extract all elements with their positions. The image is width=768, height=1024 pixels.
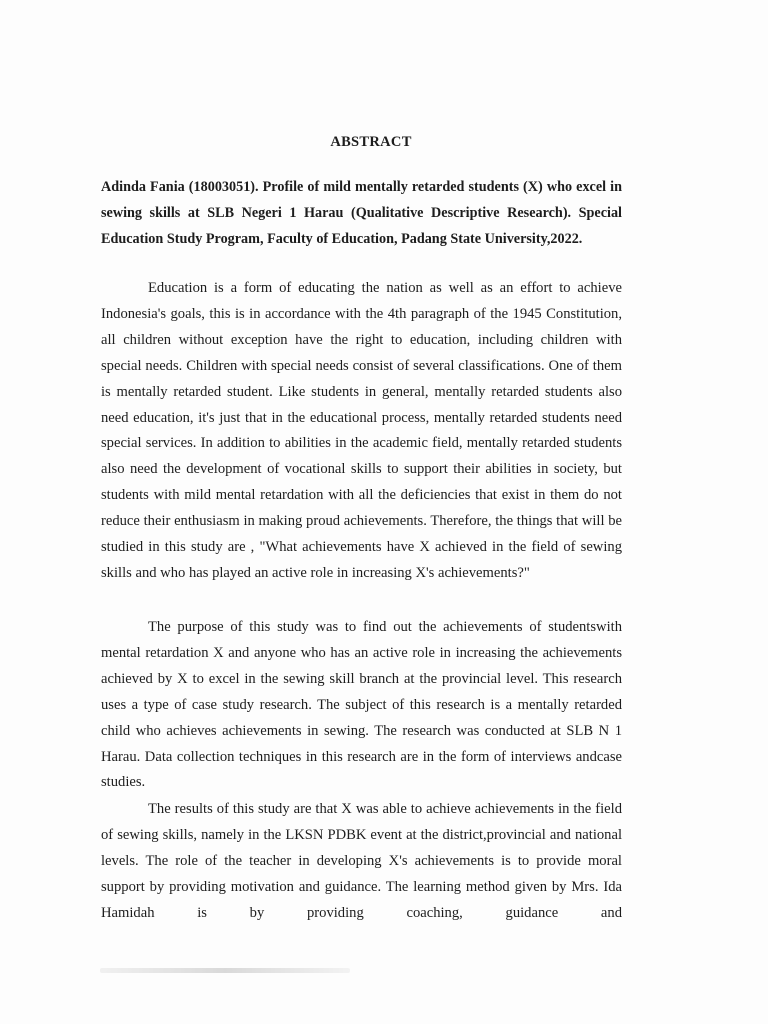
paragraph-1: Education is a form of educating the nation as well as an effort to achieve Indonesia's goals, this is in accordance with the 4th paragraph of the 1945 Constitution, all children without exception have the right to education, including children with special needs. Children with special needs consist of several classifications. One of them is mentally retarded student. Like students in general, mentally retarded students also need education, it's just that in the educational process, mentally retarded students need special services. In addition to abilities in the academic field, mentally retarded students also need the development of vocational skills to support their abilities in society, but students with mild mental retardation with all the deficiencies that exist in them do not reduce their enthusiasm in making proud achievements. Therefore, the things that will be studied in this study are , "What achievements have X achieved in the field of sewing skills and who has played an active role in increasing X's achievements?" <box>101 280 622 581</box>
paragraph-2: The purpose of this study was to find out the achievements of studentswith mental retardation X and anyone who has an active role in increasing the achievements achieved by X to excel in the sewing skill branch at the provincial level. This research uses a type of case study research. The subject of this research is a mentally retarded child who achieves achievements in sewing. The research was conducted at SLB N 1 Harau. Data collection techniques in this research are in the form of interviews andcase studies. <box>101 619 622 791</box>
scan-artifact <box>100 968 350 973</box>
abstract-title: ABSTRACT <box>330 134 412 150</box>
citation-header: Adinda Fania (18003051). Profile of mild mentally retarded students (X) who excel in sewing skills at SLB Negeri 1 Harau (Qualitative Descriptive Research). Special Education Study Program, Faculty of Education, Padang State University,2022. <box>101 179 622 247</box>
paragraph-3: The results of this study are that X was able to achieve achievements in the field of sewing skills, namely in the LKSN PDBK event at the district,provincial and national levels. The role of the teacher in developing X's achievements is to provide moral support by providing motivation and guidance. The learning method given by Mrs. Ida Hamidah is by providing coaching, guidance and <box>101 801 622 921</box>
